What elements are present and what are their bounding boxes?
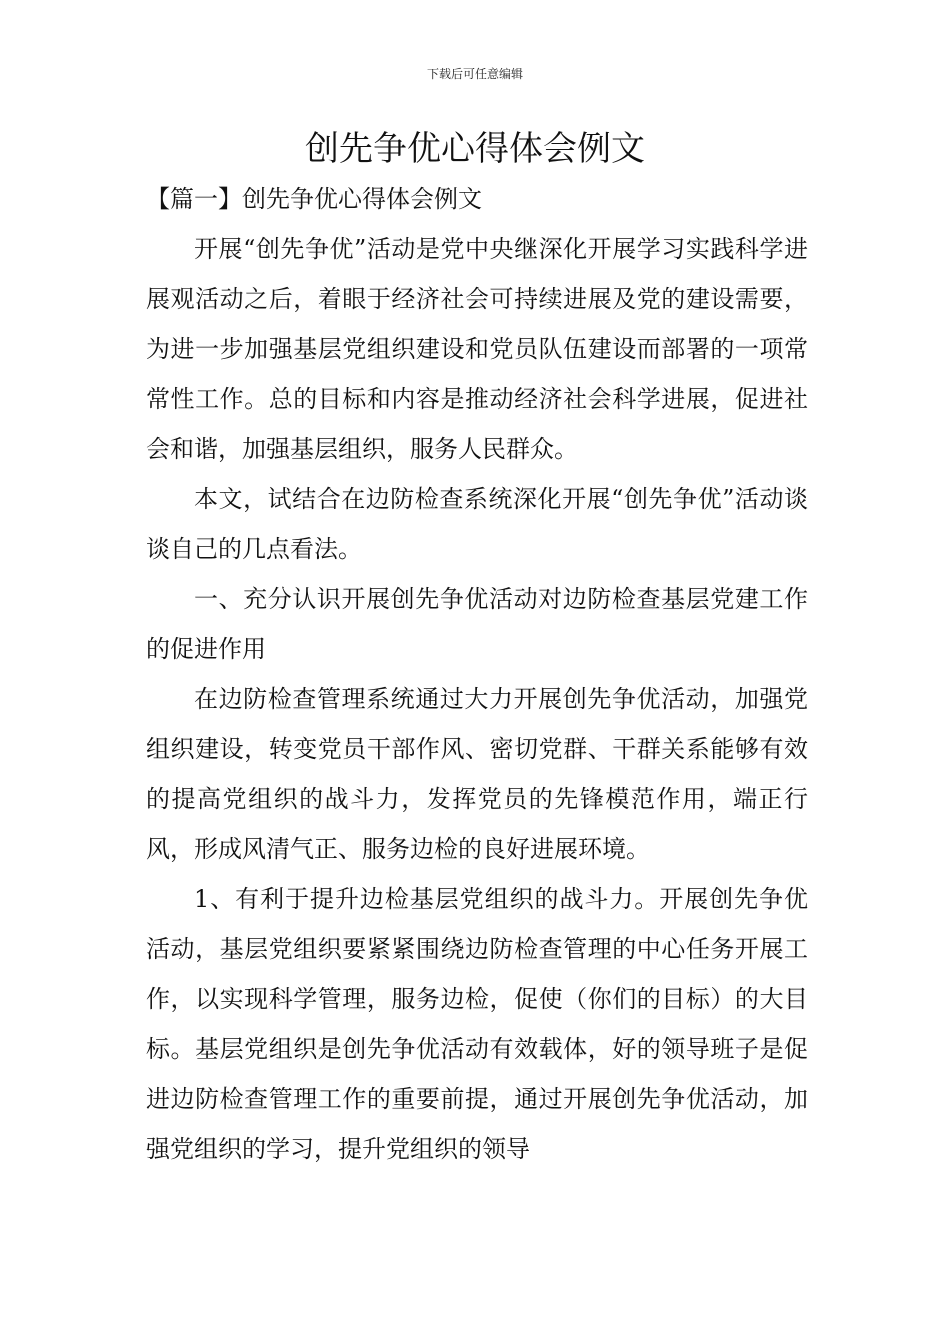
document-body [146,224,808,1174]
paragraph: 开展“创先争优”活动是党中央继深化开展学习实践科学进展观活动之后，着眼于经济社会可持续进展及党的建设需要，为进一步加强基层党组织建设和党员队伍建设而部署的一项常常性工作。总的目标和内容是推动经济社会科学进展，促进社会和谐，加强基层组织，服务人民群众。 [146,235,808,463]
section-heading: 【篇一】创先争优心得体会例文 [146,185,482,213]
paragraph: 在边防检查管理系统通过大力开展创先争优活动，加强党组织建设，转变党员干部作风、密切党群、干群关系能够有效的提高党组织的战斗力，发挥党员的先锋模范作用，端正行风，形成风清气正、服务边检的良好进展环境。 [146,685,808,863]
document-title: 创先争优心得体会例文 [305,129,645,169]
subsection-heading: 一、充分认识开展创先争优活动对边防检查基层党建工作的促进作用 [146,585,808,663]
paragraph: 本文，试结合在边防检查系统深化开展“创先争优”活动谈谈自己的几点看法。 [146,485,808,563]
page-header-note: 下载后可任意编辑 [426,67,523,81]
paragraph: 1、有利于提升边检基层党组织的战斗力。开展创先争优活动，基层党组织要紧紧围绕边防检查管理的中心任务开展工作，以实现科学管理，服务边检，促使（你们的目标）的大目标。基层党组织是创先争优活动有效载体，好的领导班子是促进边防检查管理工作的重要前提，通过开展创先争优活动，加强党组织的学习，提升党组织的领导 [146,885,808,1163]
